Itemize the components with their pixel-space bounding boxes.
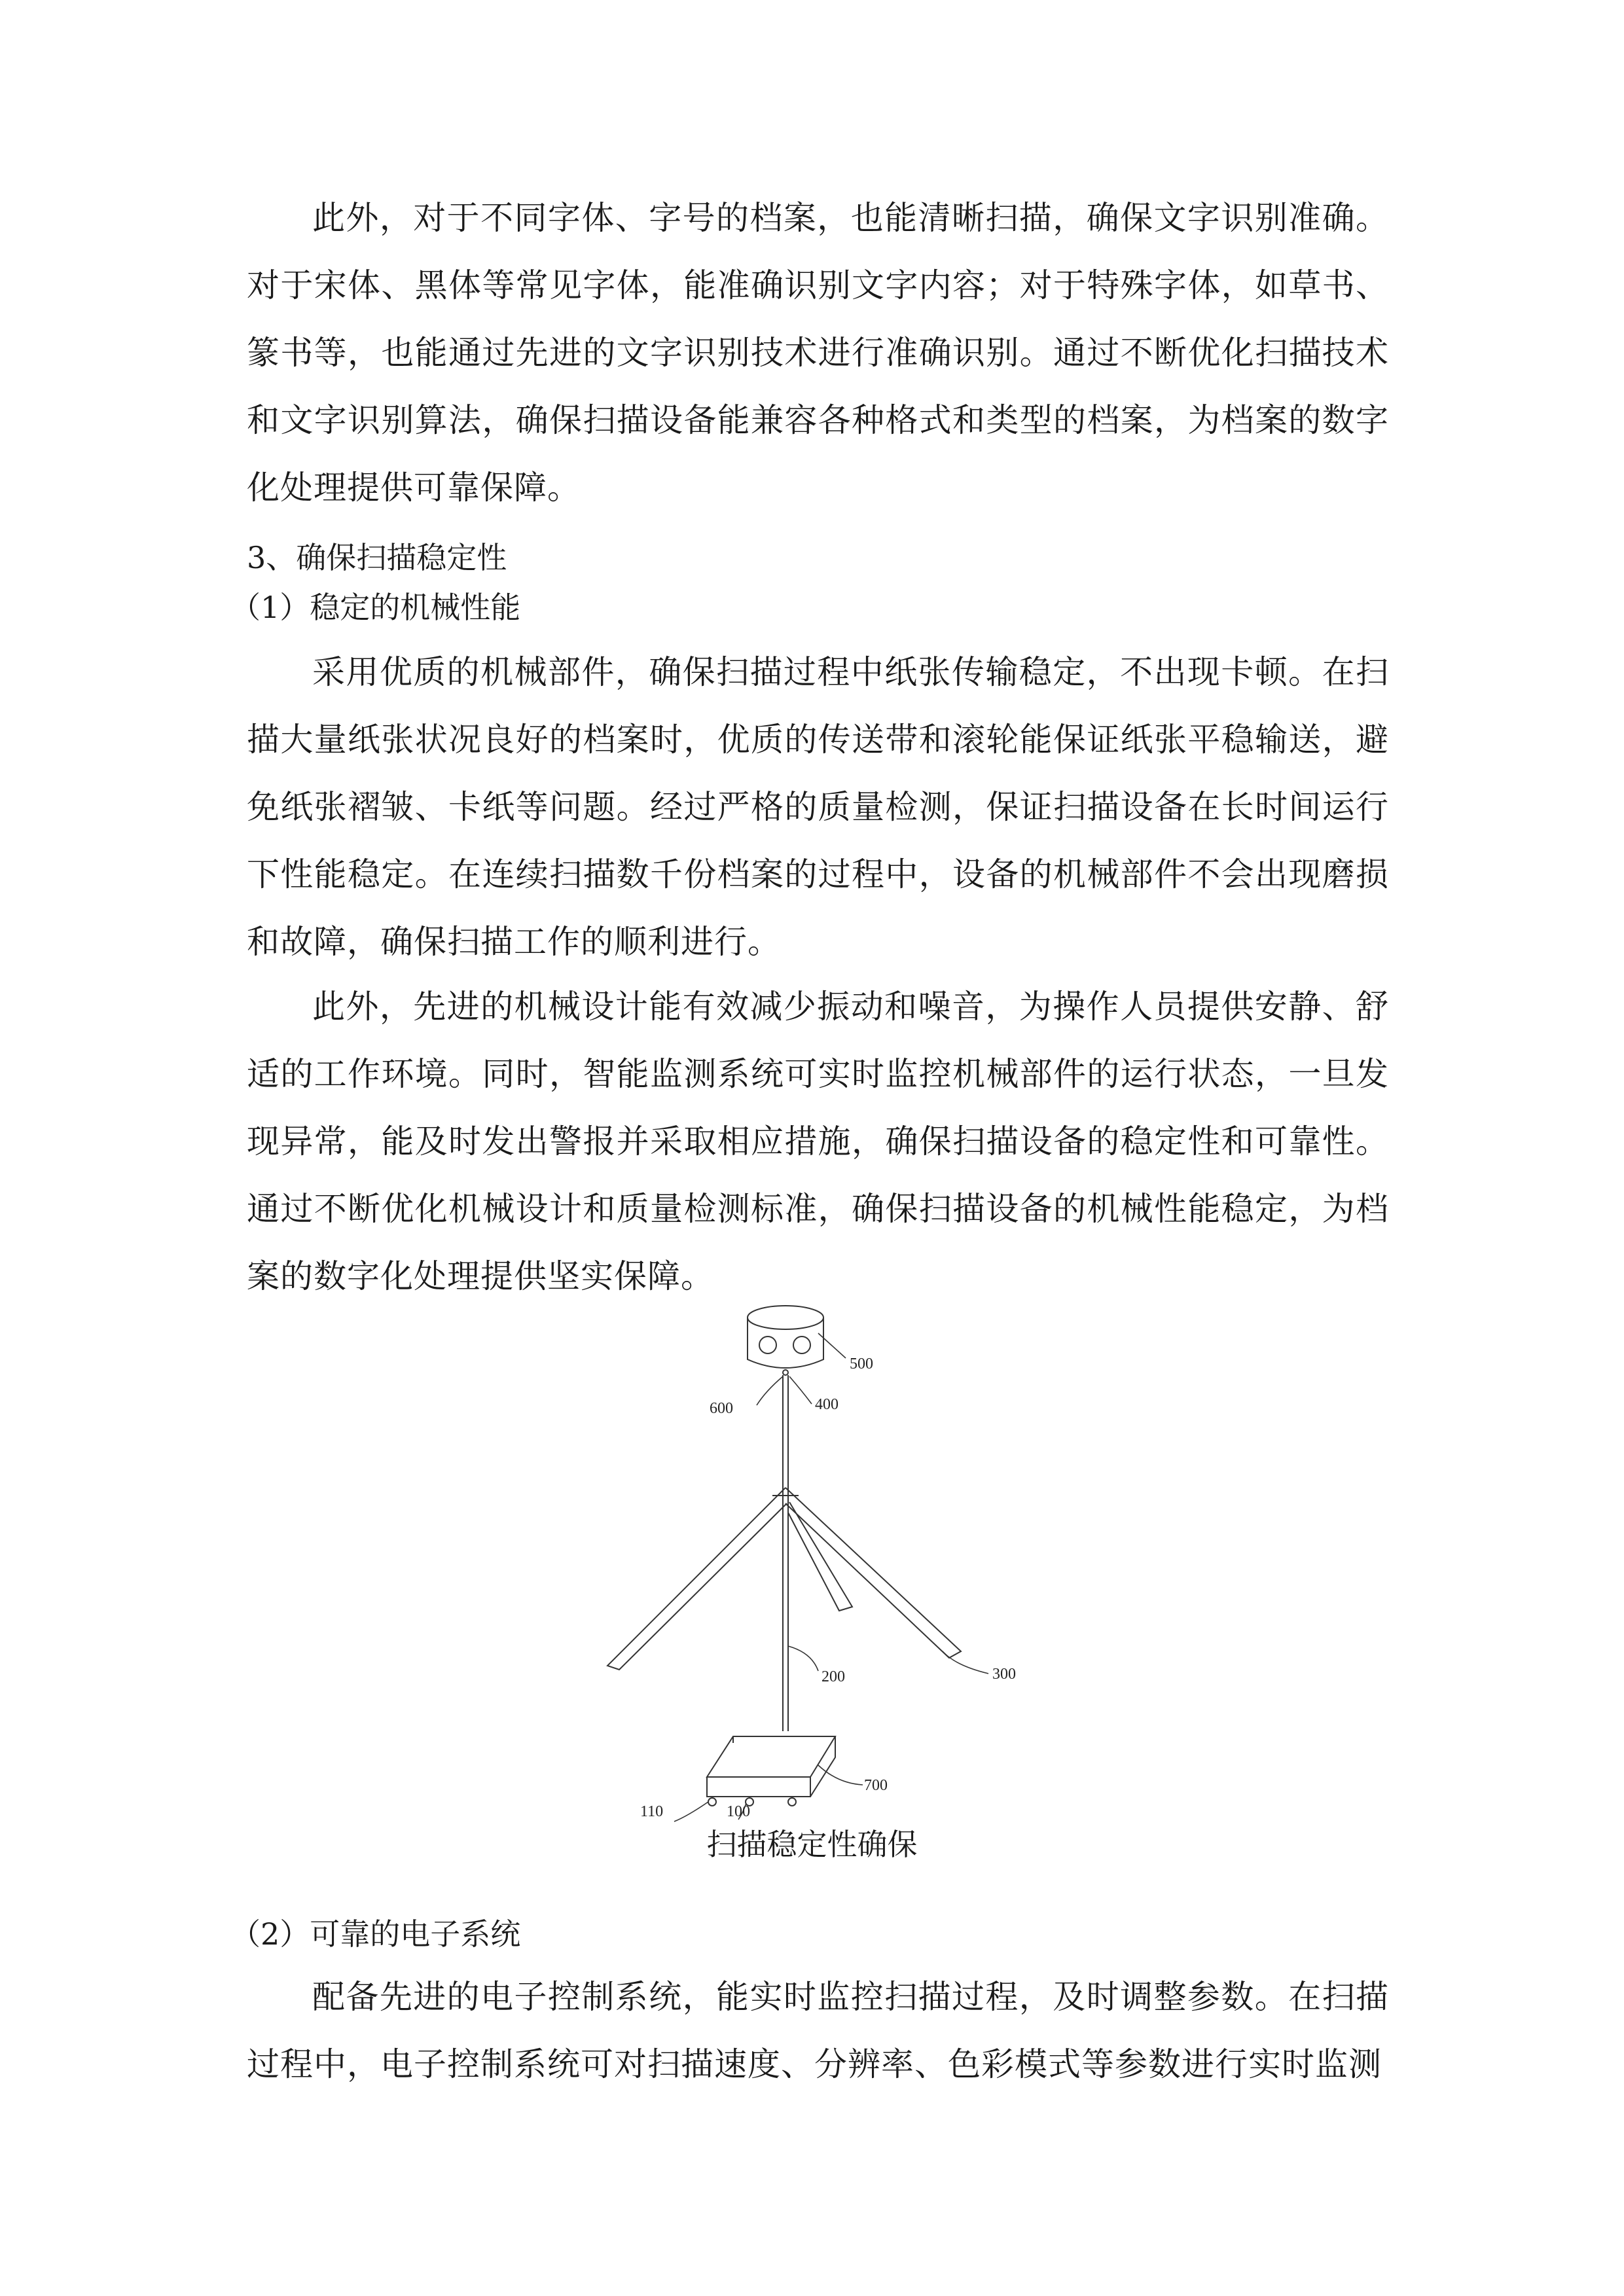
tripod-legs <box>607 1488 961 1670</box>
base-unit <box>707 1736 835 1806</box>
label-500: 500 <box>850 1355 873 1372</box>
paragraph-electronic-control: 配备先进的电子控制系统，能实时监控扫描过程，及时调整参数。在扫描过程中，电子控制系统可对扫描速度、分辨率、色彩模式等参数进行实时监测 <box>247 1978 1389 2083</box>
paragraph-mechanical-parts: 采用优质的机械部件，确保扫描过程中纸张传输稳定，不出现卡顿。在扫描大量纸张状况良好的档案时，优质的传送带和滚轮能保证纸张平稳输送，避免纸张褶皱、卡纸等问题。经过严格的质量检测，保证扫描设备在长时间运行下性能稳定。在连续扫描数千份档案的过程中，设备的机械部件不会出现磨损和故障，确保扫描工作的顺利进行。 <box>247 653 1389 961</box>
figure-caption: 扫描稳定性确保 <box>706 1827 918 1862</box>
camera-head-unit <box>748 1306 823 1375</box>
label-100: 100 <box>727 1803 750 1820</box>
paragraph-mechanical-design: 此外，先进的机械设计能有效减少振动和噪音，为操作人员提供安静、舒适的工作环境。同时，智能监测系统可实时监控机械部件的运行状态，一旦发现异常，能及时发出警报并采取相应措施，确保扫描设备的稳定性和可靠性。通过不断优化机械设计和质量检测标准，确保扫描设备的机械性能稳定，为档案的数字化处理提供坚实保障。 <box>247 988 1389 1295</box>
label-300: 300 <box>992 1666 1016 1683</box>
scanner-stand-diagram <box>602 1299 1021 1823</box>
paragraph-font-compatibility: 此外，对于不同字体、字号的档案，也能清晰扫描，确保文字识别准确。对于宋体、黑体等常见字体，能准确识别文字内容；对于特殊字体，如草书、篆书等，也能通过先进的文字识别技术进行准确识别。通过不断优化扫描技术和文字识别算法，确保扫描设备能兼容各种格式和类型的档案，为档案的数字化处理提供可靠保障。 <box>247 199 1389 507</box>
label-110: 110 <box>640 1803 664 1820</box>
label-200: 200 <box>821 1668 845 1685</box>
subheading-mechanical-performance: （1）稳定的机械性能 <box>230 590 521 625</box>
label-600: 600 <box>710 1400 733 1417</box>
subheading-electronic-system: （2）可靠的电子系统 <box>230 1916 521 1952</box>
label-700: 700 <box>864 1777 888 1794</box>
section-heading-scan-stability: 3、确保扫描稳定性 <box>247 540 507 575</box>
support-pole <box>783 1375 788 1731</box>
label-400: 400 <box>815 1396 839 1413</box>
